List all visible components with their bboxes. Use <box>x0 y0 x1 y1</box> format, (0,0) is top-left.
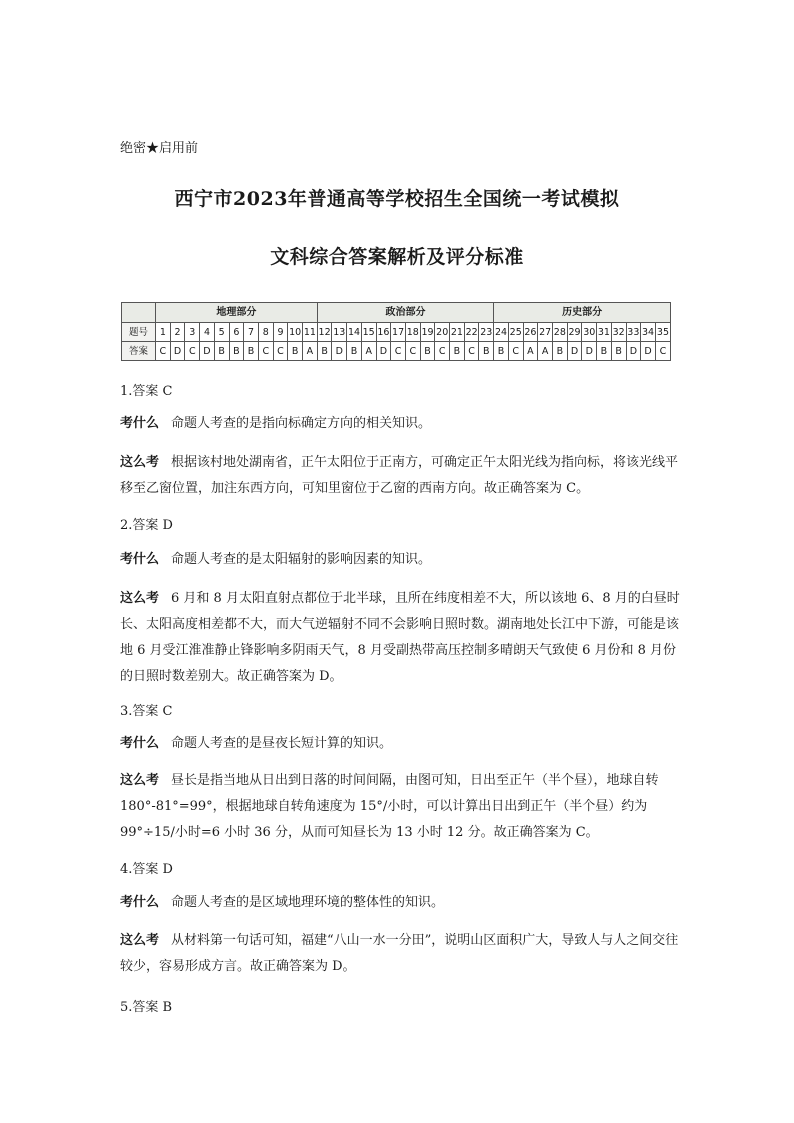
question-number-cell: 29 <box>567 323 582 342</box>
zhemekao-label: 这么考 <box>120 455 160 470</box>
answer-table-answer-row <box>122 342 671 361</box>
question-number-cell: 28 <box>552 323 567 342</box>
question-number-cell: 5 <box>214 323 229 342</box>
answer-cell: C <box>464 342 479 361</box>
zhemekao-text: 昼长是指当地从日出到日落的时间间隔，由图可知，日出至正午（半个昼），地球自转 180°-81°=99°，根据地球自转角速度为 15°/小时，可以计算出日出到正午（半个昼）约为 99°÷15/小时=6 小时 36 分，从而可知昼长为 13 小时 12 分。故正确答案为 C。 <box>120 773 659 840</box>
zhemekao-label: 这么考 <box>120 933 160 948</box>
answer-cell: B <box>288 342 303 361</box>
zhemekao-label: 这么考 <box>120 773 160 788</box>
kaoshenme-text: 命题人考查的是指向标确定方向的相关知识。 <box>171 416 432 431</box>
kaoshenme-label: 考什么 <box>120 895 160 910</box>
question-number-cell: 33 <box>626 323 641 342</box>
answer-cell: D <box>332 342 347 361</box>
answer-cell: B <box>347 342 362 361</box>
answer-cell: D <box>567 342 582 361</box>
answer-cell: B <box>611 342 626 361</box>
question-number-cell: 11 <box>303 323 318 342</box>
question-number-cell: 15 <box>361 323 376 342</box>
section-politics: 政治部分 <box>317 303 493 323</box>
question-number-cell: 16 <box>376 323 391 342</box>
question-number-cell: 34 <box>641 323 656 342</box>
kaoshenme-text: 命题人考查的是太阳辐射的影响因素的知识。 <box>171 552 432 567</box>
zhemekao-1 <box>120 450 680 502</box>
question-number-cell: 21 <box>450 323 465 342</box>
question-number-cell: 24 <box>494 323 509 342</box>
answer-cell: D <box>200 342 215 361</box>
zhemekao-4 <box>120 928 680 980</box>
section-history: 历史部分 <box>494 303 671 323</box>
answer-cell: D <box>170 342 185 361</box>
kaoshenme-2 <box>120 547 680 573</box>
answer-cell: A <box>361 342 376 361</box>
secret-label: 绝密★启用前 <box>120 141 199 156</box>
answer-line-3: 3.答案 C <box>120 704 173 719</box>
answer-cell: A <box>538 342 553 361</box>
kaoshenme-3 <box>120 731 680 757</box>
answer-cell: C <box>273 342 288 361</box>
answer-cell: D <box>641 342 656 361</box>
question-number-cell: 14 <box>347 323 362 342</box>
zhemekao-text: 根据该村地处湖南省，正午太阳位于正南方，可确定正午太阳光线为指向标，将该光线平移至乙窗位置，加注东西方向，可知里窗位于乙窗的西南方向。故正确答案为 C。 <box>120 455 679 496</box>
answer-cell: D <box>582 342 597 361</box>
question-number-cell: 20 <box>435 323 450 342</box>
answer-cell: C <box>185 342 200 361</box>
kaoshenme-label: 考什么 <box>120 416 160 431</box>
answer-cell: A <box>303 342 318 361</box>
answer-cell: C <box>508 342 523 361</box>
answer-cell: C <box>655 342 670 361</box>
question-number-cell: 9 <box>273 323 288 342</box>
question-number-cell: 7 <box>244 323 259 342</box>
page-title: 西宁市2023年普通高等学校招生全国统一考试模拟 <box>174 188 620 210</box>
question-number-cell: 10 <box>288 323 303 342</box>
question-number-cell: 26 <box>523 323 538 342</box>
page-subtitle: 文科综合答案解析及评分标准 <box>270 246 524 268</box>
answer-row-label: 答案 <box>122 342 156 361</box>
question-number-cell: 18 <box>405 323 420 342</box>
question-number-cell: 19 <box>420 323 435 342</box>
question-number-cell: 30 <box>582 323 597 342</box>
answer-line-2: 2.答案 D <box>120 518 173 533</box>
answer-cell: B <box>420 342 435 361</box>
kaoshenme-1 <box>120 411 680 437</box>
question-number-cell: 8 <box>258 323 273 342</box>
kaoshenme-label: 考什么 <box>120 552 160 567</box>
question-number-cell: 22 <box>464 323 479 342</box>
answer-cell: C <box>405 342 420 361</box>
kaoshenme-text: 命题人考查的是昼夜长短计算的知识。 <box>171 736 393 751</box>
answer-cell: D <box>376 342 391 361</box>
answer-cell: A <box>523 342 538 361</box>
kaoshenme-4 <box>120 890 680 916</box>
question-number-cell: 35 <box>655 323 670 342</box>
question-number-cell: 1 <box>156 323 171 342</box>
question-number-cell: 4 <box>200 323 215 342</box>
answer-cell: B <box>244 342 259 361</box>
answer-cell: B <box>229 342 244 361</box>
question-number-cell: 32 <box>611 323 626 342</box>
question-number-cell: 31 <box>597 323 612 342</box>
answer-cell: D <box>626 342 641 361</box>
answer-cell: B <box>479 342 494 361</box>
answer-cell: B <box>214 342 229 361</box>
answer-line-4: 4.答案 D <box>120 862 173 877</box>
question-number-cell: 13 <box>332 323 347 342</box>
question-number-cell: 27 <box>538 323 553 342</box>
question-number-cell: 17 <box>391 323 406 342</box>
answer-cell: C <box>156 342 171 361</box>
section-geography: 地理部分 <box>156 303 318 323</box>
kaoshenme-label: 考什么 <box>120 736 160 751</box>
answer-cell: C <box>435 342 450 361</box>
zhemekao-text: 6 月和 8 月太阳直射点都位于北半球，且所在纬度相差不大，所以该地 6、8 月的白昼时长、太阳高度相差都不大，而大气逆辐射不同不会影响日照时数。湖南地处长江中下游，可能是该地 6 月受江淮准静止锋影响多阴雨天气，8 月受副热带高压控制多晴朗天气致使 6 月份和 8 月份的日照时数差别大。故正确答案为 D。 <box>120 591 680 684</box>
kaoshenme-text: 命题人考查的是区域地理环境的整体性的知识。 <box>171 895 445 910</box>
answer-cell: C <box>258 342 273 361</box>
answer-table <box>121 302 671 361</box>
question-number-cell: 12 <box>317 323 332 342</box>
question-number-cell: 2 <box>170 323 185 342</box>
answer-cell: B <box>552 342 567 361</box>
number-row-label: 题号 <box>122 323 156 342</box>
answer-cell: B <box>317 342 332 361</box>
zhemekao-3 <box>120 768 680 846</box>
question-number-cell: 3 <box>185 323 200 342</box>
answer-line-1: 1.答案 C <box>120 384 173 399</box>
answer-cell: C <box>391 342 406 361</box>
answer-cell: B <box>450 342 465 361</box>
zhemekao-label: 这么考 <box>120 591 160 606</box>
table-corner-cell <box>122 303 156 323</box>
answer-line-5: 5.答案 B <box>120 1000 173 1015</box>
answer-table-section-row <box>122 303 671 323</box>
answer-table-number-row <box>122 323 671 342</box>
zhemekao-2 <box>120 586 680 690</box>
answer-cell: B <box>494 342 509 361</box>
question-number-cell: 25 <box>508 323 523 342</box>
zhemekao-text: 从材料第一句话可知，福建“八山一水一分田”，说明山区面积广大，导致人与人之间交往较少，容易形成方言。故正确答案为 D。 <box>120 933 679 974</box>
answer-cell: B <box>597 342 612 361</box>
question-number-cell: 6 <box>229 323 244 342</box>
question-number-cell: 23 <box>479 323 494 342</box>
